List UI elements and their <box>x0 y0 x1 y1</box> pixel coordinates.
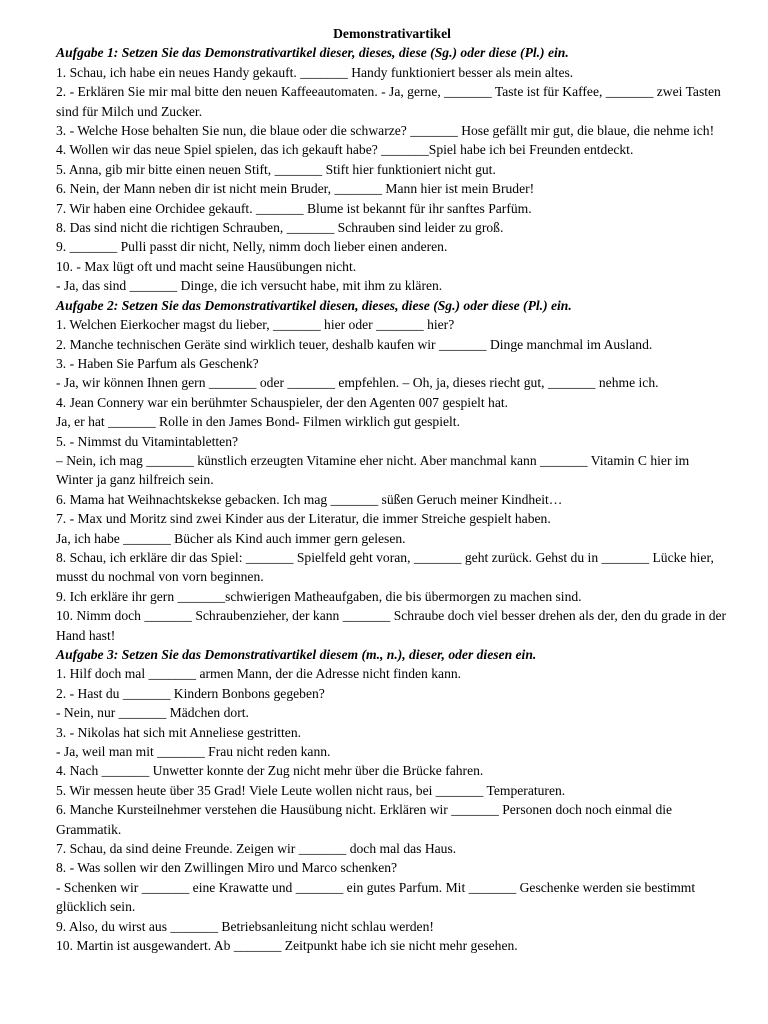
exercise-line: 9. _______ Pulli passt dir nicht, Nelly, nimm doch lieber einen anderen. <box>56 239 448 255</box>
exercise-line: - Schenken wir _______ eine Krawatte und _______ ein gutes Parfum. Mit _______ Geschenke werden sie bestimmt glücklich sein. <box>56 879 696 915</box>
task-heading: Aufgabe 1: Setzen Sie das Demonstrativartikel dieser, dieses, diese (Sg.) oder diese (Pl.) ein. <box>56 45 569 61</box>
task-heading: Aufgabe 2: Setzen Sie das Demonstrativartikel diesen, dieses, diese (Sg.) oder diese (Pl.) ein. <box>56 297 572 313</box>
exercise-line: 7. Schau, da sind deine Freunde. Zeigen wir _______ doch mal das Haus. <box>56 841 457 857</box>
exercise-line: 4. Nach _______ Unwetter konnte der Zug nicht mehr über die Brücke fahren. <box>56 763 484 779</box>
exercise-line: 2. - Erklären Sie mir mal bitte den neuen Kaffeeautomaten. - Ja, gerne, _______ Taste ist für Kaffee, _______ zwei Tasten sind für Milch und Zucker. <box>56 84 721 119</box>
exercise-line: 5. Wir messen heute über 35 Grad! Viele Leute wollen nicht raus, bei _______ Temperaturen. <box>56 782 566 798</box>
exercise-line: 6. Manche Kursteilnehmer verstehen die Hausübung nicht. Erklären wir _______ Personen doch noch einmal die Grammatik. <box>56 802 673 837</box>
exercise-line: 2. - Hast du _______ Kindern Bonbons gegeben? <box>56 685 325 701</box>
exercise-line: 3. - Welche Hose behalten Sie nun, die blaue oder die schwarze? _______ Hose gefällt mir gut, die blaue, die nehme ich! <box>56 123 715 139</box>
task-heading: Aufgabe 3: Setzen Sie das Demonstrativartikel diesem (m., n.), dieser, oder diesen ein. <box>56 647 537 662</box>
exercise-line: 8. - Was sollen wir den Zwillingen Miro und Marco schenken? <box>56 860 398 876</box>
exercise-line: – Nein, ich mag _______ künstlich erzeugten Vitamine eher nicht. Aber manchmal kann _______ Vitamin C hier im Winter ja ganz hilfreich sein. <box>56 452 690 488</box>
exercise-line: - Ja, wir können Ihnen gern _______ oder _______ empfehlen. – Oh, ja, dieses riecht gut, _______ nehme ich. <box>56 375 659 391</box>
exercise-line: 5. - Nimmst du Vitamintabletten? <box>56 433 239 449</box>
page-title: Demonstrativartikel <box>333 26 451 41</box>
exercise-line: 10. - Max lügt oft und macht seine Hausübungen nicht. <box>56 258 357 274</box>
exercise-line: 9. Ich erkläre ihr gern _______schwierigen Matheaufgaben, die bis übermorgen zu machen sind. <box>56 588 582 604</box>
exercise-line: 7. - Max und Moritz sind zwei Kinder aus der Literatur, die immer Streiche gespielt haben. <box>56 511 551 527</box>
exercise-line: 1. Schau, ich habe ein neues Handy gekauft. _______ Handy funktioniert besser als mein altes. <box>56 64 574 80</box>
exercise-line: 4. Jean Connery war ein berühmter Schauspieler, der den Agenten 007 gespielt hat. <box>56 394 509 410</box>
exercise-line: Ja, er hat _______ Rolle in den James Bond- Filmen wirklich gut gespielt. <box>56 414 460 430</box>
exercise-line: Ja, ich habe _______ Bücher als Kind auch immer gern gelesen. <box>56 530 406 546</box>
exercise-line: 1. Hilf doch mal _______ armen Mann, der die Adresse nicht finden kann. <box>56 666 462 682</box>
exercise-line: 9. Also, du wirst aus _______ Betriebsanleitung nicht schlau werden! <box>56 918 434 934</box>
exercise-line: 6. Mama hat Weihnachtskekse gebacken. Ich mag _______ süßen Geruch meiner Kindheit… <box>56 491 563 507</box>
exercise-line: - Nein, nur _______ Mädchen dort. <box>56 705 249 721</box>
exercise-line: 3. - Haben Sie Parfum als Geschenk? <box>56 355 259 371</box>
exercise-line: 2. Manche technischen Geräte sind wirklich teuer, deshalb kaufen wir _______ Dinge manchmal im Ausland. <box>56 336 653 352</box>
exercise-line: 3. - Nikolas hat sich mit Anneliese gestritten. <box>56 724 302 740</box>
exercise-line: 5. Anna, gib mir bitte einen neuen Stift, _______ Stift hier funktioniert nicht gut. <box>56 161 496 177</box>
exercise-line: 7. Wir haben eine Orchidee gekauft. _______ Blume ist bekannt für ihr sanftes Parfüm. <box>56 200 532 216</box>
exercise-line: 8. Das sind nicht die richtigen Schrauben, _______ Schrauben sind leider zu groß. <box>56 220 504 236</box>
exercise-line: 4. Wollen wir das neue Spiel spielen, das ich gekauft habe? _______Spiel habe ich bei Freunden entdeckt. <box>56 142 634 158</box>
exercise-line: 10. Nimm doch _______ Schraubenzieher, der kann _______ Schraube doch viel besser drehen als der, den du grade in der Hand hast! <box>56 608 727 643</box>
exercise-line: 1. Welchen Eierkocher magst du lieber, _______ hier oder _______ hier? <box>56 317 455 333</box>
exercise-line: - Ja, weil man mit _______ Frau nicht reden kann. <box>56 744 331 760</box>
exercise-line: 10. Martin ist ausgewandert. Ab _______ Zeitpunkt habe ich sie nicht mehr gesehen. <box>56 938 518 954</box>
worksheet-content <box>56 43 728 955</box>
exercise-line: 6. Nein, der Mann neben dir ist nicht mein Bruder, _______ Mann hier ist mein Bruder! <box>56 181 535 197</box>
exercise-line: - Ja, das sind _______ Dinge, die ich versucht habe, mit ihm zu klären. <box>56 278 443 294</box>
exercise-line: 8. Schau, ich erkläre dir das Spiel: _______ Spielfeld geht voran, _______ geht zurück. Gehst du in _______ Lücke hier, musst du nochmal von vorn beginnen. <box>56 549 714 585</box>
